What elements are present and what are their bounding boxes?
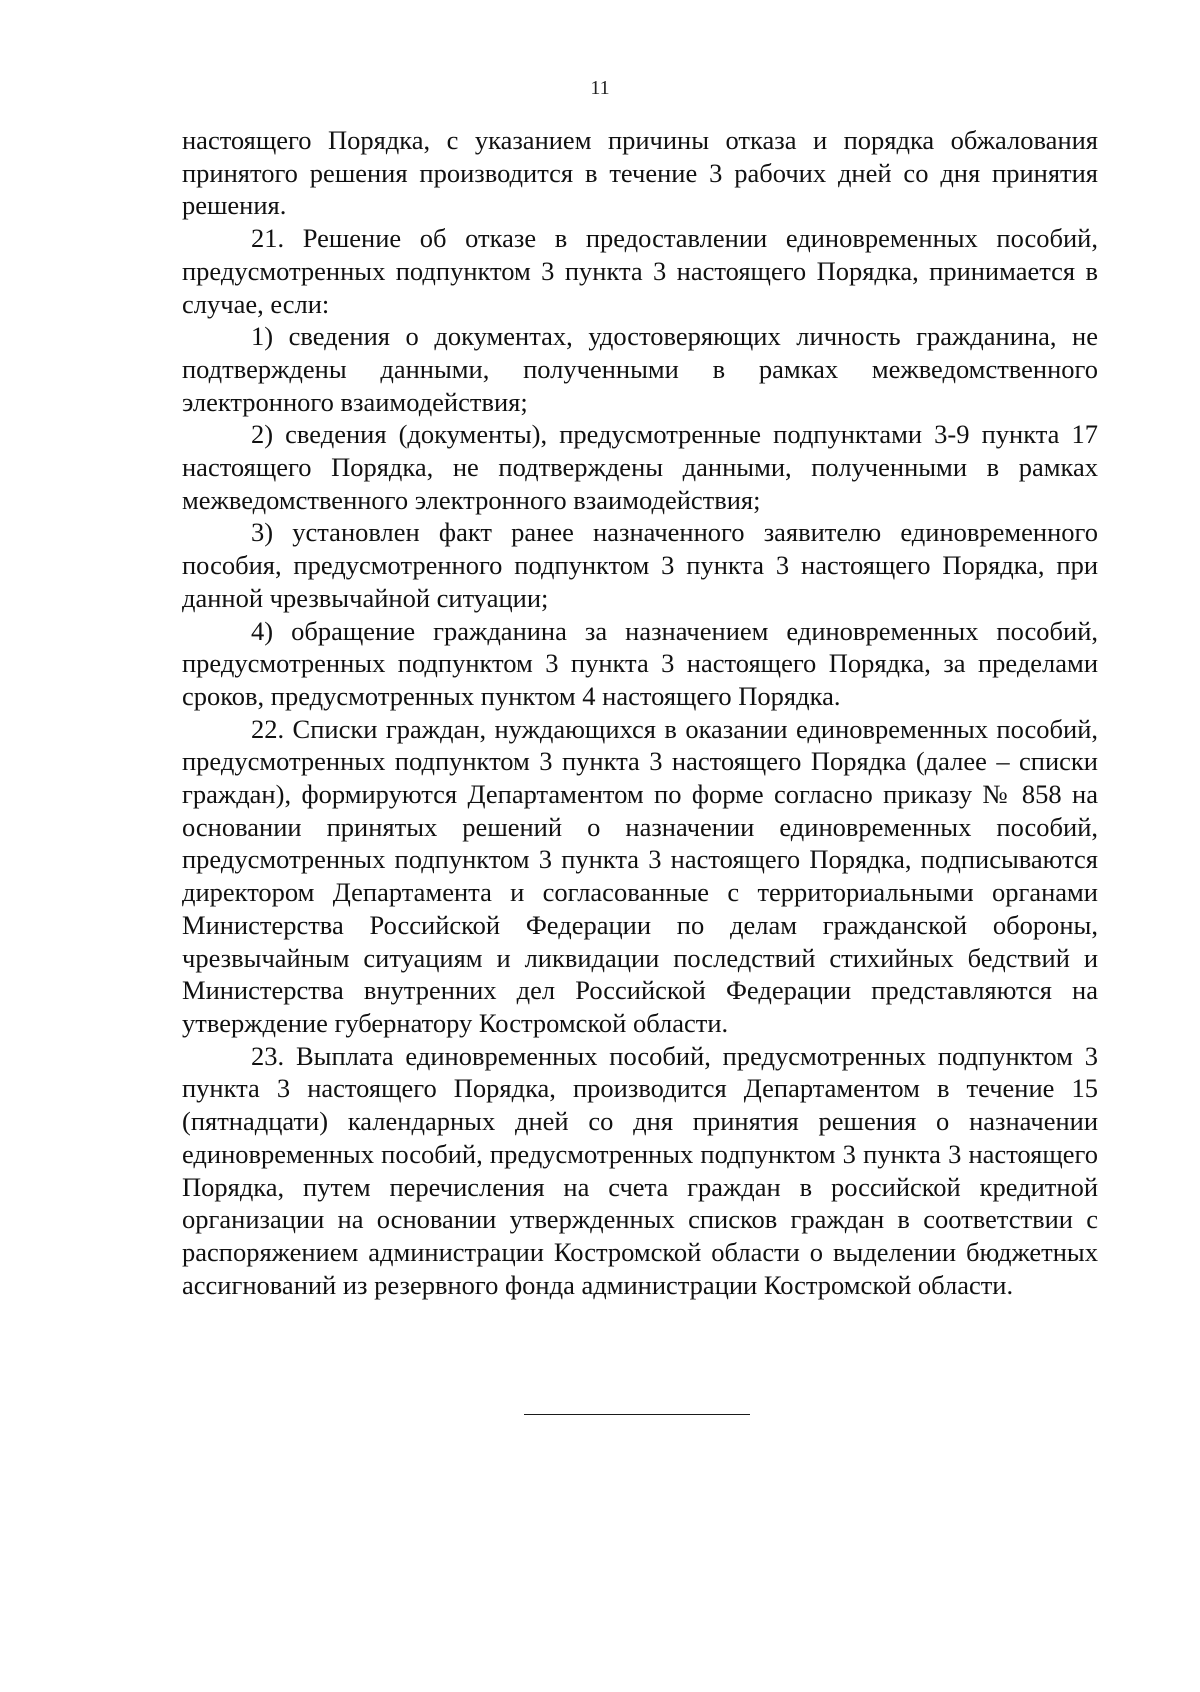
paragraph-item-21: 21. Решение об отказе в предоставлении единовременных пособий, предусмотренных подпунктом 3 пункта 3 настоящего Порядка, принимается в случае, если:	[182, 223, 1098, 319]
paragraph-continuation: настоящего Порядка, с указанием причины отказа и порядка обжалования принятого решения производится в течение 3 рабочих дней со дня принятия решения.	[182, 125, 1098, 221]
paragraph-item-22: 22. Списки граждан, нуждающихся в оказании единовременных пособий, предусмотренных подпунктом 3 пункта 3 настоящего Порядка (далее – списки граждан), формируются Департаментом по форме согласно приказу № 858 на основании принятых решений о назначении единовременных пособий, предусмотренных подпунктом 3 пункта 3 настоящего Порядка, подписываются директором Департамента и согласованные с территориальными органами Министерства Российской Федерации по делам гражданской обороны, чрезвычайным ситуациям и ликвидации последствий стихийных бедствий и Министерства внутренних дел Российской Федерации представляются на утверждение губернатору Костромской области.	[182, 713, 1098, 1038]
paragraph-subitem-4: 4) обращение гражданина за назначением единовременных пособий, предусмотренных подпунктом 3 пункта 3 настоящего Порядка, за пределами сроков, предусмотренных пунктом 4 настоящего Порядка.	[182, 615, 1098, 711]
page-number: 11	[590, 77, 610, 99]
document-body	[182, 124, 1098, 1301]
closing-divider	[524, 1414, 750, 1415]
paragraph-subitem-2: 2) сведения (документы), предусмотренные подпунктами 3-9 пункта 17 настоящего Порядка, не подтверждены данными, полученными в рамках межведомственного электронного взаимодействия;	[182, 419, 1098, 515]
paragraph-subitem-3: 3) установлен факт ранее назначенного заявителю единовременного пособия, предусмотренного подпунктом 3 пункта 3 настоящего Порядка, при данной чрезвычайной ситуации;	[182, 517, 1098, 613]
paragraph-item-23: 23. Выплата единовременных пособий, предусмотренных подпунктом 3 пункта 3 настоящего Порядка, производится Департаментом в течение 15 (пятнадцати) календарных дней со дня принятия решения о назначении единовременных пособий, предусмотренных подпунктом 3 пункта 3 настоящего Порядка, путем перечисления на счета граждан в российской кредитной организации на основании утвержденных списков граждан в соответствии с распоряжением администрации Костромской области о выделении бюджетных ассигнований из резервного фонда администрации Костромской области.	[182, 1040, 1098, 1300]
paragraph-subitem-1: 1) сведения о документах, удостоверяющих личность гражданина, не подтверждены данными, полученными в рамках межведомственного электронного взаимодействия;	[182, 321, 1098, 417]
